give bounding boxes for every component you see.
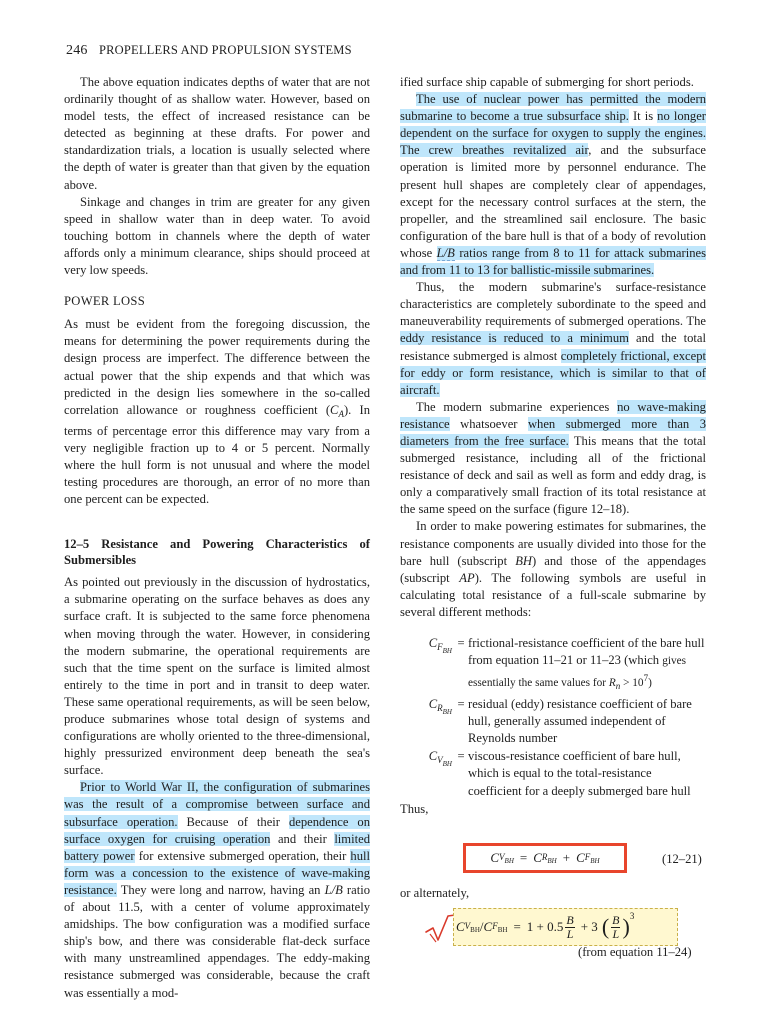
alternate-equation[interactable]: C $V_{BH}$ / C $F_{BH}$ = 1 + 0.5 $\frac{B}{L}$ + 3 ( $\frac{B}{L}$ ) $^3$ bbox=[453, 908, 678, 946]
paragraph: The modern submarine experiences no wave-making resistance whatsoever when submerged more than 3 diameters from the free surface. This means that the total submerged resistance, including all of the frictional resistance of deck and sail as well as form and eddy drag, is only a comparatively small fraction of its total resistance at the same speed on the surface (figure 12–18). bbox=[400, 399, 707, 517]
fraction: $\frac{B}{L}$ bbox=[566, 912, 574, 941]
highlight[interactable]: dependence on surface oxygen for cruising operation bbox=[64, 814, 370, 846]
highlight[interactable]: completely frictional, except for eddy or form resistance, which is similar to that of aircraft. bbox=[400, 348, 706, 397]
paragraph: As pointed out previously in the discussion of hydrostatics, a submarine operating on the surface behaves as does any surface craft. It is subjected to the same force phenomena when moving through the water. However, in considering the modern submarine, the operational requirements are such that the time spent on the surface is limited almost entirely to the time in port and in transit to deep water. These same operational requirements, as will be seen below, produce submarines whose total design of systems and configurations are wholly oriented to the three-dimensional, highly pressurized environment deep beneath the sea's surface. bbox=[64, 575, 370, 778]
right-column bbox=[400, 74, 706, 818]
definition-cfbh: $C_{F_{BH}}$ = frictional-resistance coefficient of the bare hull from equation 11–21 or 11–23 (which gives essentially the same values for $R_n > 10^7$) bbox=[428, 636, 705, 691]
highlight[interactable]: hull form was a concession to the existence of wave-making resistance. bbox=[64, 848, 371, 897]
equation-number: (12–21) bbox=[662, 852, 702, 866]
equation-source: (from equation 11–24) bbox=[578, 945, 692, 959]
fraction: $\frac{B}{L}$ bbox=[612, 912, 620, 941]
paragraph: The above equation indicates depths of water that are not ordinarily thought of as shallow water. However, based on model tests, the effect of increased resistance can be detected as beginning at these drafts. For power and standardization trials, a location is usually selected where the depth of water is greater than that given by the equation above. bbox=[64, 75, 370, 192]
paragraph: As must be evident from the foregoing discussion, the means for determining the power requirements during the design process are imperfect. The difference between the actual power that the ship expends and that which was predicted in the design lies somewhere in the so-called correlation allowance or roughness coefficient $(C_A)$. In terms of percentage error this difference may vary from a very negligible fraction up to 4 or 5 percent. Normally where the hull form is not unusual and where the model testing procedures are thorough, an error of no more than one percent can be expected. bbox=[64, 317, 371, 507]
boxed-equation[interactable]: C $V_{BH}$ = C $R_{BH}$ + C $F_{BH}$ bbox=[463, 843, 627, 873]
highlight[interactable]: no longer dependent on the surface for oxygen to supply the engines. bbox=[400, 109, 706, 141]
definition-cvbh: $C_{V_{BH}}$ = viscous-resistance coefficient of bare hull, which is equal to the total-resistance coefficient for a deeply submerged bare hull bbox=[428, 749, 691, 798]
highlight[interactable]: eddy resistance is reduced to a minimum bbox=[400, 331, 629, 346]
symbol-definitions bbox=[400, 635, 706, 800]
paragraph: Sinkage and changes in trim are greater for any given speed in shallow water than in deep water. To avoid touching bottom in channels where the depth of water affords only a minimum clearance, ships should proceed at very low speeds. bbox=[64, 194, 370, 278]
highlight[interactable]: The crew breathes revitalized air bbox=[400, 143, 589, 158]
or-alternately-label: or alternately, bbox=[400, 886, 470, 900]
thus-label: Thus, bbox=[400, 801, 429, 816]
paragraph: ified surface ship capable of submerging for short periods. bbox=[400, 75, 694, 89]
highlight[interactable]: limited battery power bbox=[64, 831, 370, 863]
left-column bbox=[64, 74, 370, 1002]
highlight[interactable]: Prior to World War II, the configuration of submarines was the result of a compromise between surface and subsurface operation. bbox=[64, 780, 370, 829]
power-loss-heading: POWER LOSS bbox=[64, 294, 146, 309]
highlight[interactable]: when submerged more than 3 diameters from the free surface. bbox=[400, 416, 706, 448]
paragraph: The use of nuclear power has permitted the modern submarine to become a true subsurface ship. It is no longer dependent on the surface for oxygen to supply the engines. The crew breathes revitalized air, and the subsurface operation is limited more by personnel endurance. The present hull shapes are completely clear of appendages, except for the necessary control surfaces at the stern, the propeller, and the streamlined sail enclosure. The basic configuration of the bare hull is that of a body of revolution whose L/B ratios range from 8 to 11 for attack submarines and from 11 to 13 for ballistic-missile submarines. bbox=[400, 92, 707, 278]
highlight[interactable]: no wave-making resistance bbox=[400, 399, 706, 431]
paragraph: Thus, the modern submarine's surface-resistance characteristics are completely subordinate to the speed and maneuverability requirements of submerged operations. The eddy resistance is reduced to a minimum and the total resistance submerged is almost completely frictional, except for eddy or form resistance, which is similar to that of aircraft. bbox=[400, 280, 707, 397]
page-number: 246 bbox=[66, 43, 88, 58]
running-title: PROPELLERS AND PROPULSION SYSTEMS bbox=[98, 43, 352, 57]
running-header bbox=[66, 43, 352, 59]
definition-crbh: $C_{R_{BH}}$ = residual (eddy) resistance coefficient of bare hull, generally assumed independent of Reynolds number bbox=[428, 697, 692, 746]
section-heading: 12–5 Resistance and Powering Characteristics of Submersibles bbox=[64, 537, 370, 568]
highlight[interactable]: L/B ratios range from 8 to 11 for attack submarines and from 11 to 13 for ballistic-missile submarines. bbox=[400, 245, 707, 278]
paragraph: In order to make powering estimates for submarines, the resistance components are usually divided into those for the bare hull (subscript BH) and those of the appendages (subscript AP). The following symbols are useful in calculating total resistance of a full-scale submarine by several different methods: bbox=[400, 519, 706, 619]
highlight[interactable]: The use of nuclear power has permitted the modern submarine to become a true subsurface ship. bbox=[400, 92, 706, 124]
paragraph: Prior to World War II, the configuration of submarines was the result of a compromise between surface and subsurface operation. Because of their dependence on surface oxygen for cruising operation and their limited battery power for extensive submerged operation, their hull form was a concession to the existence of wave-making resistance. They were long and narrow, having an L/B ratio of about 11.5, with a center of volume approximately amidships. The bow configuration was a modified surface ship's bow, and there was considerable flat-deck surface with many unstreamlined appendages. The eddy-making resistance submerged was considerable, because the craft was essentially a mod- bbox=[64, 780, 371, 1000]
